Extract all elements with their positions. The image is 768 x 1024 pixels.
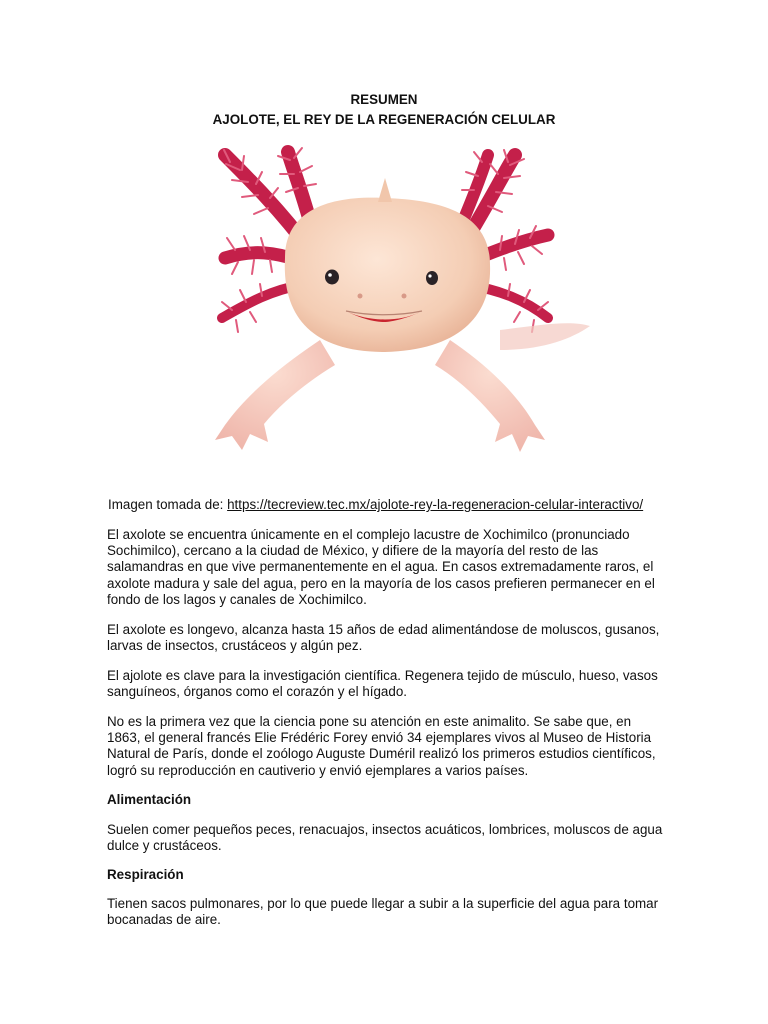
paragraph-research: El ajolote es clave para la investigación científica. Regenera tejido de músculo, hueso, vasos sanguíneos, órganos como el corazón y el hígado.	[107, 668, 658, 700]
paragraph-history: No es la primera vez que la ciencia pone su atención en este animalito. Se sabe que, en 1863, el general francés Elie Frédéric Forey envió 34 ejemplares vivos al Museo de Historia Natural de París, donde el zoólogo Auguste Duméril realizó los primeros estudios científicos, logró su reproducción en cautiverio y envió ejemplares a varios países.	[107, 714, 656, 778]
image-caption	[108, 496, 708, 514]
paragraph-longevity: El axolote es longevo, alcanza hasta 15 años de edad alimentándose de moluscos, gusanos, larvas de insectos, crustáceos y algún pez.	[107, 622, 660, 654]
image-source-link[interactable]: https://tecreview.tec.mx/ajolote-rey-la-regeneracion-celular-interactivo/	[227, 497, 644, 512]
document-title: AJOLOTE, EL REY DE LA REGENERACIÓN CELULAR	[212, 112, 556, 127]
axolotl-photo	[170, 140, 600, 480]
section-text-alimentacion: Suelen comer pequeños peces, renacuajos, insectos acuáticos, lombrices, moluscos de agua dulce y crustáceos.	[107, 822, 663, 854]
image-caption-prefix: Imagen tomada de:	[108, 497, 228, 512]
paragraph-habitat: El axolote se encuentra únicamente en el complejo lacustre de Xochimilco (pronunciado Sochimilco), cercano a la ciudad de México, y difiere de la mayoría del resto de las salamandras en que vive permanentemente en el agua. En casos extremadamente raros, el axolote madura y sale del agua, pero en la mayoría de los casos prefieren permanecer en el fondo de los lagos y canales de Xochimilco.	[107, 527, 655, 607]
section-heading-alimentacion: Alimentación	[107, 792, 192, 807]
section-heading-respiracion: Respiración	[107, 867, 184, 882]
document-label: RESUMEN	[350, 92, 418, 107]
section-text-respiracion: Tienen sacos pulmonares, por lo que puede llegar a subir a la superficie del agua para tomar bocanadas de aire.	[107, 896, 659, 928]
